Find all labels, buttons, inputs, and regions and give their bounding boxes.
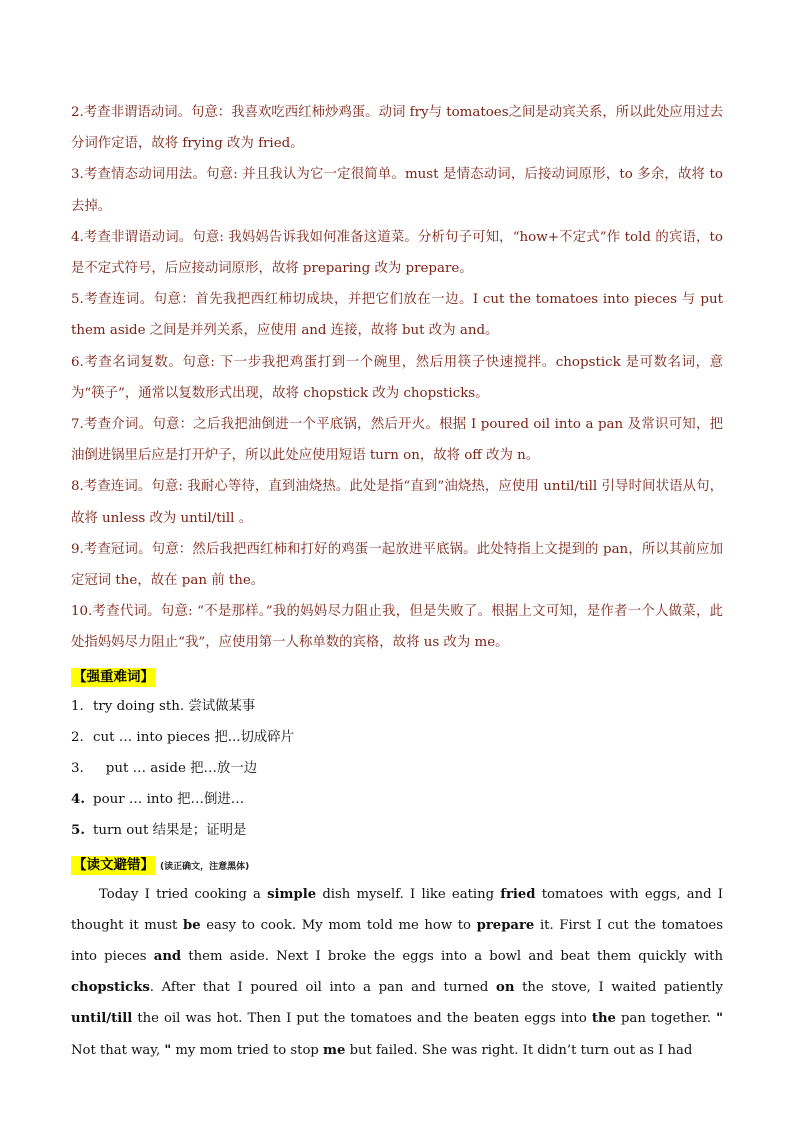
explanation-item: 9.考查冠词。句意：然后我把西红柿和打好的鸡蛋一起放进平底锅。此处特指上文提到的 pan，所以其前应加定冠词 the，故在 pan 前 the。 xyxy=(71,541,723,589)
vocab-section-heading xyxy=(71,665,723,687)
passage-text: Today I tried cooking a xyxy=(99,886,268,902)
vocab-item-text: pour … into 把…倒进… xyxy=(93,792,245,808)
vocab-item-number: 1. xyxy=(71,698,84,714)
reading-passage xyxy=(71,879,723,1066)
bold-correction: " xyxy=(716,1011,723,1027)
passage-text: them aside. Next I broke the eggs into a bowl and beat them quickly with xyxy=(181,949,723,965)
bold-correction: me xyxy=(323,1042,346,1058)
passage-text: . After that I poured oil into a pan and turned xyxy=(149,980,497,996)
passage-text: but failed. She was right. It didn’t turn out as I had xyxy=(345,1042,693,1058)
bold-correction: until/till xyxy=(71,1011,133,1027)
explanation-item: 4.考查非谓语动词。句意: 我妈妈告诉我如何准备这道菜。分析句子可知，“how+不定式”作 told 的宾语，to 是不定式符号，后应接动词原形，故将 preparing 改为 prepare。 xyxy=(71,229,723,277)
vocab-item xyxy=(71,691,723,722)
vocab-item-number: 3. xyxy=(71,761,84,777)
reading-section-title: 【读文避错】 xyxy=(73,856,154,873)
vocab-item-number: 4. xyxy=(71,791,85,808)
vocab-item-number: 5. xyxy=(71,822,85,839)
passage-text: dish myself. I like eating xyxy=(316,886,501,902)
vocab-item xyxy=(71,784,723,815)
passage-text: the oil was hot. Then I put the tomatoes and the beaten eggs into xyxy=(132,1011,592,1027)
vocab-item xyxy=(71,815,723,846)
bold-correction: prepare xyxy=(476,917,535,933)
explanation-item: 2.考查非谓语动词。句意：我喜欢吃西红柿炒鸡蛋。动词 fry与 tomatoes之间是动宾关系，所以此处应用过去分词作定语，故将 frying 改为 fried。 xyxy=(71,105,723,152)
passage-text: the stove, I waited patiently xyxy=(514,980,724,996)
reading-section-note: (读正确文，注意黑体) xyxy=(160,861,250,872)
bold-correction: be xyxy=(182,917,201,933)
passage-text: pan together. xyxy=(615,1011,717,1027)
document-content xyxy=(71,97,723,1066)
explanation-item: 3.考查情态动词用法。句意: 并且我认为它一定很简单。must 是情态动词，后接动词原形，to 多余，故将 to 去掉。 xyxy=(71,167,723,214)
vocab-item-text: put … aside 把…放一边 xyxy=(93,761,258,777)
vocab-item-text: cut … into pieces 把...切成碎片 xyxy=(93,729,295,745)
passage-text: easy to cook. My mom told me how to xyxy=(200,917,477,933)
bold-correction: simple xyxy=(267,886,317,902)
passage-text: my mom tried to stop xyxy=(171,1042,324,1058)
explanation-item: 5.考查连词。句意：首先我把西红柿切成块，并把它们放在一边。I cut the tomatoes into pieces 与 put them aside 之间是并列关系，应使用 and 连接，故将 but 改为 and。 xyxy=(71,292,723,339)
vocab-list xyxy=(71,691,723,847)
bold-correction: " xyxy=(164,1042,172,1058)
bold-correction: on xyxy=(496,980,515,996)
vocab-item-text: try doing sth. 尝试做某事 xyxy=(93,698,256,714)
passage-text: it. First I cut the tomatoes into pieces xyxy=(71,917,723,965)
vocab-item xyxy=(71,753,723,784)
passage-text: Not that way, xyxy=(71,1042,165,1058)
explanation-item: 7.考查介词。句意：之后我把油倒进一个平底锅，然后开火。根据 I poured oil into a pan 及常识可知，把油倒进锅里后应是打开炉子，所以此处应使用短语 turn on，故将 off 改为 n。 xyxy=(71,417,723,464)
bold-correction: and xyxy=(153,949,182,965)
explanation-item: 10.考查代词。句意: “不是那样。”我的妈妈尽力阻止我，但是失败了。根据上文可知，是作者一个人做菜，此处指妈妈尽力阻止“我”，应使用第一人称单数的宾格，故将 us 改为 me。 xyxy=(71,604,723,651)
bold-correction: chopsticks xyxy=(71,980,150,996)
vocab-item xyxy=(71,722,723,753)
explanation-item: 8.考查连词。句意: 我耐心等待，直到油烧热。此处是指“直到”油烧热，应使用 until/till 引导时间状语从句，故将 unless 改为 until/till 。 xyxy=(71,479,723,526)
vocab-item-number: 2. xyxy=(71,729,84,745)
explanation-item: 6.考查名词复数。句意: 下一步我把鸡蛋打到一个碗里，然后用筷子快速搅拌。chopstick 是可数名词，意为“筷子”，通常以复数形式出现，故将 chopstick 改为 chopsticks。 xyxy=(71,354,723,401)
explanation-list xyxy=(71,97,723,659)
bold-correction: the xyxy=(591,1011,616,1027)
vocab-section-title: 【强重难词】 xyxy=(73,668,154,685)
reading-section-heading xyxy=(71,853,723,875)
vocab-item-text: turn out 结果是；证明是 xyxy=(93,823,247,839)
passage-text: tomatoes with eggs, and I thought it must xyxy=(71,886,723,933)
bold-correction: fried xyxy=(500,886,536,902)
